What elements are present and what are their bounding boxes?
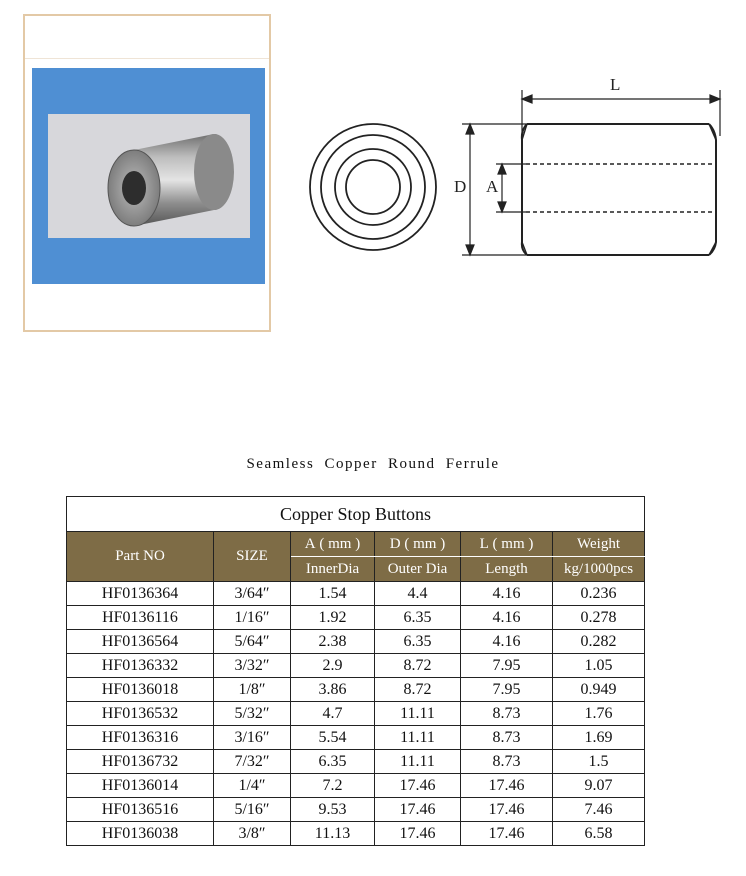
product-photo-backdrop [48,114,250,238]
table-row [67,822,645,846]
ferrule-bore [122,171,146,205]
table-row [67,750,645,774]
header-length: Length [461,557,553,582]
cell-part: HF0136516 [67,798,214,822]
cell-size: 5/32″ [214,702,291,726]
cell-size: 3/8″ [214,822,291,846]
table-row [67,798,645,822]
cell-size: 3/16″ [214,726,291,750]
table-row [67,702,645,726]
cell-size: 5/16″ [214,798,291,822]
length-label: L [610,75,621,94]
header-size: SIZE [214,532,291,582]
length-dimension [522,90,720,136]
side-view [522,124,716,255]
inner-diameter-label: A [486,177,499,196]
cell-part: HF0136018 [67,678,214,702]
cell-weight: 1.05 [553,654,645,678]
cell-part: HF0136532 [67,702,214,726]
cell-length: 8.73 [461,702,553,726]
cell-length: 7.95 [461,678,553,702]
cell-size: 5/64″ [214,630,291,654]
table-row [67,678,645,702]
cell-part: HF0136116 [67,606,214,630]
header-a: A ( mm ) [291,532,375,557]
cell-size: 1/16″ [214,606,291,630]
end-view-circles [310,124,436,250]
outer-diameter-label: D [454,177,467,196]
table-row [67,654,645,678]
cell-inner-dia: 2.38 [291,630,375,654]
header-l: L ( mm ) [461,532,553,557]
spec-table [66,496,645,846]
cell-outer-dia: 11.11 [375,726,461,750]
cell-outer-dia: 17.46 [375,774,461,798]
cell-outer-dia: 11.11 [375,750,461,774]
cell-length: 7.95 [461,654,553,678]
table-caption: Seamless Copper Round Ferrule [246,456,500,472]
cell-length: 4.16 [461,630,553,654]
cell-size: 3/32″ [214,654,291,678]
cell-size: 7/32″ [214,750,291,774]
cell-length: 17.46 [461,798,553,822]
cell-inner-dia: 1.92 [291,606,375,630]
cell-part: HF0136038 [67,822,214,846]
table-row [67,582,645,606]
ferrule-back-end [194,134,234,210]
header-inner-dia: InnerDia [291,557,375,582]
cell-outer-dia: 8.72 [375,654,461,678]
cell-weight: 0.949 [553,678,645,702]
ferrule-photo-image [48,114,250,238]
cell-inner-dia: 6.35 [291,750,375,774]
cell-outer-dia: 8.72 [375,678,461,702]
product-photo-background [32,68,265,284]
cell-weight: 0.278 [553,606,645,630]
cell-weight: 7.46 [553,798,645,822]
header-d: D ( mm ) [375,532,461,557]
photo-top-band [25,16,269,59]
cell-inner-dia: 1.54 [291,582,375,606]
table-body [67,582,645,846]
cell-outer-dia: 11.11 [375,702,461,726]
cell-weight: 1.76 [553,702,645,726]
cell-inner-dia: 3.86 [291,678,375,702]
cell-part: HF0136014 [67,774,214,798]
ferrule-technical-drawing [290,60,730,270]
cell-length: 8.73 [461,750,553,774]
cell-inner-dia: 7.2 [291,774,375,798]
cell-inner-dia: 9.53 [291,798,375,822]
cell-length: 4.16 [461,582,553,606]
cell-outer-dia: 4.4 [375,582,461,606]
product-photo-frame [23,14,271,332]
cell-inner-dia: 2.9 [291,654,375,678]
table-title: Copper Stop Buttons [67,497,645,532]
cell-length: 8.73 [461,726,553,750]
table-title-row [67,497,645,532]
cell-inner-dia: 5.54 [291,726,375,750]
cell-weight: 1.69 [553,726,645,750]
table-row [67,774,645,798]
cell-weight: 0.236 [553,582,645,606]
cell-size: 3/64″ [214,582,291,606]
header-outer-dia: Outer Dia [375,557,461,582]
header-weight-unit: kg/1000pcs [553,557,645,582]
cell-length: 17.46 [461,822,553,846]
table-row [67,606,645,630]
cell-weight: 6.58 [553,822,645,846]
bore-hidden-lines [526,164,717,212]
cell-length: 17.46 [461,774,553,798]
cell-inner-dia: 11.13 [291,822,375,846]
table-header-row [67,532,645,557]
cell-size: 1/8″ [214,678,291,702]
table-row [67,726,645,750]
cell-weight: 0.282 [553,630,645,654]
cell-outer-dia: 17.46 [375,822,461,846]
cell-size: 1/4″ [214,774,291,798]
cell-part: HF0136332 [67,654,214,678]
cell-outer-dia: 6.35 [375,630,461,654]
cell-inner-dia: 4.7 [291,702,375,726]
cell-part: HF0136364 [67,582,214,606]
table-row [67,630,645,654]
cell-part: HF0136732 [67,750,214,774]
cell-part: HF0136316 [67,726,214,750]
header-part-no: Part NO [67,532,214,582]
cell-outer-dia: 17.46 [375,798,461,822]
cell-weight: 9.07 [553,774,645,798]
cell-length: 4.16 [461,606,553,630]
header-weight: Weight [553,532,645,557]
cell-weight: 1.5 [553,750,645,774]
cell-part: HF0136564 [67,630,214,654]
cell-outer-dia: 6.35 [375,606,461,630]
